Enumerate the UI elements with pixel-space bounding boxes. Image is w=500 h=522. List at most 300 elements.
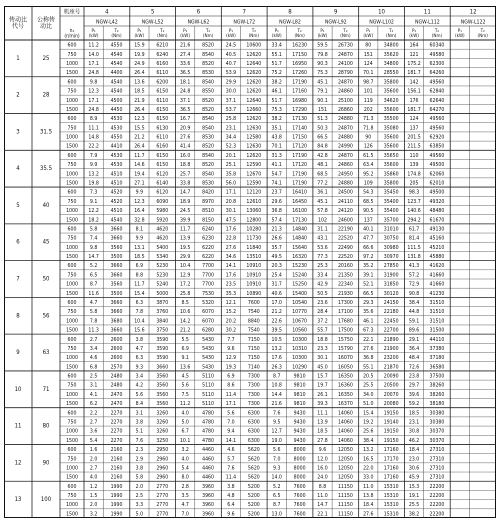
power-cell: 33.4 [317,272,328,279]
torque-cell: 5920 [156,217,169,224]
input-speed-cell: 1000 [66,60,78,67]
torque-cell: 21350 [337,272,353,279]
power-cell: 41.4 [179,143,191,150]
transmission-code: 8 [16,312,20,320]
power-cell: 5.2 [273,483,281,490]
power-cell: 12.3 [134,116,145,123]
torque-cell: 23200 [383,355,399,362]
torque-cell: 19150 [383,410,399,417]
torque-cell: 6150 [156,116,169,123]
subheader-power: (kW) [271,34,282,40]
torque-cell: 8520 [202,143,214,150]
torque-cell: 15240 [292,272,308,279]
torque-cell: 4540 [110,60,123,67]
torque-cell: 4460 [202,456,214,463]
torque-cell: 17150 [292,51,308,58]
input-speed-cell: 1000 [66,208,78,215]
torque-cell: 8000 [293,447,306,454]
torque-cell: 8550 [202,88,214,95]
torque-cell: 4550 [110,42,123,49]
power-cell: 50.5 [317,290,328,297]
torque-cell: 9810 [293,401,306,408]
power-cell: 71.3 [363,116,374,123]
torque-cell: 3260 [156,419,169,426]
power-cell: 2.9 [135,456,144,463]
torque-cell: 16980 [292,97,308,104]
power-cell: 27.6 [363,511,374,518]
torque-cell: 27310 [429,474,445,481]
power-cell: 37.1 [225,97,237,104]
torque-cell: 6300 [247,410,260,417]
transmission-code: 10 [14,385,22,393]
input-speed-cell: 1000 [66,318,78,325]
torque-cell: 10890 [246,290,262,297]
input-speed-cell: 600 [67,79,77,86]
torque-cell: 62640 [429,97,445,104]
torque-cell: 6280 [202,327,214,334]
torque-cell: 15640 [292,244,308,251]
power-cell: 25.8 [225,116,237,123]
power-cell: 23.0 [408,456,420,463]
subheader-power: (kW) [226,34,236,40]
power-cell: 20.5 [363,373,374,380]
torque-cell: 15310 [383,511,399,518]
power-cell: 50.3 [317,125,328,132]
power-cell: 13.2 [363,447,374,454]
torque-cell: 8540 [202,116,214,123]
torque-cell: 3750 [156,327,169,334]
power-cell: 5.0 [135,511,144,518]
torque-cell: 24870 [337,51,353,58]
power-cell: 40.7 [225,60,237,67]
power-cell: 10.4 [134,318,145,325]
input-speed-cell: 750 [67,88,77,95]
torque-cell: 6130 [156,125,169,132]
torque-cell: 24870 [337,125,353,132]
power-cell: 3.4 [135,373,144,380]
torque-cell: 4780 [202,419,214,426]
torque-cell: 7600 [293,511,306,518]
torque-cell: 24860 [337,162,353,169]
torque-cell: 30120 [383,290,399,297]
machine-size-9: 9 [334,8,338,16]
subheader-power: (kW) [134,34,145,40]
torque-cell: 41660 [429,272,445,279]
transmission-code: 7 [16,275,20,283]
power-cell: 4.7 [181,502,189,509]
power-cell: 7.5 [181,391,189,398]
subheader-power: P₁ [91,28,96,34]
power-cell: 6.5 [89,272,98,279]
power-cell: 1.6 [89,447,98,454]
torque-cell: 12660 [246,106,262,113]
torque-cell: 27310 [429,465,445,472]
torque-cell: 20080 [383,401,399,408]
torque-cell: 62300 [429,60,445,67]
power-cell: 18.1 [179,79,191,86]
torque-cell: 38260 [429,391,445,398]
power-cell: 9.5 [273,419,281,426]
torque-cell: 17190 [292,171,308,178]
torque-cell: 2270 [110,437,123,444]
torque-cell: 3660 [110,327,123,334]
torque-cell: 17140 [292,125,308,132]
power-cell: 16.0 [317,465,328,472]
torque-cell: 27310 [429,456,445,463]
power-cell: 13.0 [271,511,282,518]
input-speed-cell: 1500 [66,511,78,518]
power-cell: 12.7 [271,428,282,435]
torque-cell: 36580 [429,364,445,371]
power-cell: 19.1 [408,493,420,500]
input-speed-cell: 750 [67,456,77,463]
model-ngw-l72: NGW-L72 [233,19,256,26]
power-cell: 17.6 [225,272,237,279]
input-speed-cell: 1000 [66,244,78,251]
power-cell: 4.6 [227,447,235,454]
torque-cell: 6230 [202,235,214,242]
power-cell: 75.3 [271,106,282,113]
power-cell: 10.5 [271,336,282,343]
power-cell: 15.4 [363,410,374,417]
power-cell: 20.1 [225,152,237,159]
torque-cell: 3590 [156,355,169,362]
power-cell: 14.4 [271,391,282,398]
power-cell: 137 [363,217,373,224]
power-cell: 22.6 [271,318,282,325]
power-cell: 36.8 [271,208,282,215]
power-cell: 51.7 [271,97,282,104]
torque-cell: 16360 [337,382,353,389]
torque-cell: 16370 [337,401,353,408]
torque-cell: 10910 [246,272,262,279]
power-cell: 63.4 [363,162,374,169]
power-cell: 8.7 [273,373,281,380]
power-cell: 16.5 [363,456,374,463]
torque-cell: 17100 [337,309,353,316]
subheader-power: P₁ [274,28,279,34]
torque-cell: 7540 [247,327,260,334]
torque-cell: 41620 [429,263,445,270]
torque-cell: 16350 [337,373,353,380]
torque-cell: 8000 [293,456,306,463]
power-cell: 79.1 [317,88,328,95]
power-cell: 38.2 [408,511,420,518]
torque-cell: 38180 [429,401,445,408]
power-cell: 24.8 [88,70,99,77]
torque-cell: 5110 [202,373,214,380]
torque-cell: 6150 [156,152,169,159]
power-cell: 4.2 [135,382,144,389]
power-cell: 48.1 [317,162,328,169]
torque-cell: 2160 [110,447,123,454]
machine-size-5: 5 [150,8,155,16]
power-cell: 42.8 [317,152,328,159]
power-cell: 6.9 [227,373,235,380]
power-cell: 9.6 [227,511,235,518]
power-cell: 26.4 [134,70,145,77]
power-cell: 98.7 [363,79,374,86]
torque-cell: 12050 [337,474,353,481]
subheader-power: P₁ [320,28,325,34]
torque-cell: 10300 [292,336,308,343]
torque-cell: 3960 [202,511,214,518]
torque-cell: 12590 [246,180,262,187]
torque-cell: 21930 [337,290,353,297]
power-cell: 21.6 [271,401,282,408]
input-speed-cell: 600 [67,226,77,233]
input-speed-cell: 600 [67,263,77,270]
torque-cell: 4540 [110,79,123,86]
torque-cell: 7300 [247,382,260,389]
power-cell: 37.2 [317,318,328,325]
power-cell: 57.2 [408,272,420,279]
torque-cell: 4620 [156,235,169,242]
power-cell: 175.2 [407,60,421,67]
torque-cell: 10910 [246,281,262,288]
power-cell: 8.6 [227,382,235,389]
power-cell: 9.9 [135,189,144,196]
subheader-torque: (Nm) [111,34,122,40]
torque-cell: 8520 [202,60,214,67]
torque-cell: 5430 [202,336,214,343]
torque-cell: 45880 [429,254,445,261]
torque-cell: 16950 [292,60,308,67]
input-speed-cell: 600 [67,116,77,123]
torque-cell: 4520 [110,189,123,196]
power-cell: 15.7 [317,373,328,380]
subheader-torque: (Nm) [157,34,168,40]
torque-cell: 12050 [337,465,353,472]
power-cell: 6.4 [227,502,235,509]
power-cell: 29.6 [271,198,282,205]
torque-cell: 12800 [246,217,262,224]
nominal-ratio: 45 [42,238,50,246]
torque-cell: 7150 [247,336,260,343]
power-cell: 6.9 [181,345,189,352]
power-cell: 40.1 [363,226,374,233]
torque-cell: 2960 [156,474,169,481]
torque-cell: 25100 [337,97,353,104]
power-cell: 15.9 [134,42,145,49]
torque-cell: 17300 [337,299,353,306]
model-ngw-l112: NGW-L112 [414,19,440,26]
torque-cell: 10290 [292,364,308,371]
power-cell: 18.5 [317,428,328,435]
torque-cell: 8530 [202,70,214,77]
torque-cell: 6150 [156,106,169,113]
subheader-power: P₁ [228,28,234,34]
power-cell: 55.1 [363,364,374,371]
power-cell: 14.7 [317,502,328,509]
torque-cell: 15750 [337,336,353,343]
torque-cell: 2600 [110,345,123,352]
torque-cell: 6160 [156,60,169,67]
torque-cell: 17160 [383,447,399,454]
power-cell: 9.9 [135,235,144,242]
torque-cell: 3660 [156,364,169,371]
torque-cell: 8520 [202,106,214,113]
torque-cell: 37380 [429,345,445,352]
power-cell: 22.2 [88,143,99,150]
torque-cell: 28550 [383,70,399,77]
torque-cell: 34800 [383,42,399,49]
torque-cell: 64270 [429,106,445,113]
subheader-torque: T₂ [343,28,348,34]
power-cell: 5.4 [181,465,189,472]
power-cell: 35.3 [225,290,237,297]
power-cell: 3.6 [89,428,98,435]
torque-cell: 2160 [110,474,123,481]
power-cell: 1.2 [89,483,98,490]
input-speed-cell: 1000 [66,281,78,288]
power-cell: 2.7 [89,336,98,343]
machine-size-7: 7 [242,8,246,16]
torque-cell: 10600 [246,42,262,49]
power-cell: 102 [318,217,327,224]
transmission-code: 12 [14,459,22,467]
input-speed-cell: 750 [67,235,77,242]
torque-cell: 22180 [383,309,399,316]
torque-cell: 12590 [246,162,262,169]
torque-cell: 35400 [383,208,399,215]
power-cell: 4.8 [227,493,235,500]
torque-cell: 11730 [246,235,262,242]
power-cell: 2.7 [89,419,98,426]
power-cell: 28.4 [317,309,328,316]
subheader-torque: (Nm) [431,34,443,40]
power-cell: 45.9 [408,474,420,481]
torque-cell: 5430 [202,364,214,371]
power-cell: 18.9 [179,198,191,205]
power-cell: 11.1 [88,125,99,132]
subheader-power: P₁ [411,28,417,34]
torque-cell: 31510 [429,318,445,325]
torque-cell: 2160 [110,465,123,472]
power-cell: 6.9 [135,263,144,270]
torque-cell: 49560 [429,116,445,123]
power-cell: 48.4 [408,355,420,362]
power-cell: 46.1 [363,318,374,325]
torque-cell: 8000 [293,465,306,472]
power-cell: 8.7 [89,281,98,288]
nominal-ratio: 28 [42,91,50,99]
input-speed-cell: 1500 [66,143,78,150]
torque-cell: 3840 [156,318,169,325]
input-speed-cell: 600 [67,336,77,343]
power-cell: 3.5 [181,493,189,500]
power-cell: 13.9 [317,419,328,426]
torque-cell: 20160 [337,263,353,270]
subheader-torque: (Nm) [385,34,397,40]
input-speed-cell: 600 [67,189,77,196]
power-cell: 43.1 [317,235,328,242]
power-cell: 25.5 [408,502,420,509]
power-cell: 49.5 [271,254,282,261]
power-cell: 12.1 [225,299,237,306]
torque-cell: 17680 [337,318,353,325]
power-cell: 25.3 [317,263,328,270]
torque-cell: 31900 [383,272,399,279]
subheader-power: (kW) [180,34,191,40]
subheader-torque: T₂ [160,28,165,34]
power-cell: 110 [409,152,419,159]
torque-cell: 4400 [110,70,123,77]
torque-cell: 2960 [156,456,169,463]
power-cell: 6.3 [135,299,144,306]
power-cell: 9.3 [135,364,144,371]
torque-cell: 2270 [110,410,123,417]
power-cell: 10.1 [179,437,191,444]
header-transmission-code: 传动比 [8,16,28,24]
torque-cell: 4510 [110,180,123,187]
torque-cell: 7300 [247,373,260,380]
subheader-torque: T₂ [114,28,119,34]
torque-cell: 8540 [202,125,214,132]
subheader-torque: (Nm) [248,34,260,40]
power-cell: 3.2 [89,511,98,518]
power-cell: 36.8 [363,355,374,362]
torque-cell: 6210 [156,42,169,49]
power-cell: 23.3 [317,345,328,352]
torque-cell: 22200 [429,493,445,500]
power-cell: 68.5 [317,171,328,178]
power-cell: 36.5 [179,106,191,113]
torque-cell: 27310 [429,447,445,454]
subheader-power: (kW) [363,34,374,40]
machine-size-6: 6 [196,8,201,16]
power-cell: 19.2 [363,419,374,426]
torque-cell: 22200 [429,483,445,490]
torque-cell: 1990 [110,483,123,490]
power-cell: 3.8 [135,336,144,343]
torque-cell: 10560 [292,327,308,334]
torque-cell: 14840 [292,226,308,233]
power-cell: 2.8 [181,483,189,490]
power-cell: 3.4 [89,345,98,352]
torque-cell: 35080 [383,125,399,132]
torque-cell: 8540 [202,171,214,178]
torque-cell: 6110 [156,97,169,104]
torque-cell: 11150 [337,511,353,518]
torque-cell: 7600 [293,493,306,500]
power-cell: 23.5 [225,281,237,288]
power-cell: 55.1 [271,51,282,58]
torque-cell: 3870 [156,299,169,306]
power-cell: 30.0 [225,88,237,95]
power-cell: 27.6 [179,134,191,141]
torque-cell: 17290 [292,106,308,113]
input-speed-cell: 750 [67,125,77,132]
machine-size-12: 12 [469,8,477,16]
power-cell: 21.9 [134,97,145,104]
power-cell: 9.1 [89,198,98,205]
power-cell: 35.8 [225,171,237,178]
torque-cell: 30370 [429,428,445,435]
power-cell: 35.7 [271,244,282,251]
power-cell: 24.8 [179,88,191,95]
torque-cell: 31010 [383,226,399,233]
subheader-torque: (Nm) [477,34,488,40]
torque-cell: 21900 [383,345,399,352]
power-cell: 11.7 [134,152,145,159]
power-cell: 123.7 [407,198,421,205]
power-cell: 66.5 [317,134,328,141]
power-cell: 33.0 [363,474,374,481]
torque-cell: 5620 [247,474,260,481]
torque-cell: 35450 [383,189,399,196]
torque-cell: 12620 [246,88,262,95]
